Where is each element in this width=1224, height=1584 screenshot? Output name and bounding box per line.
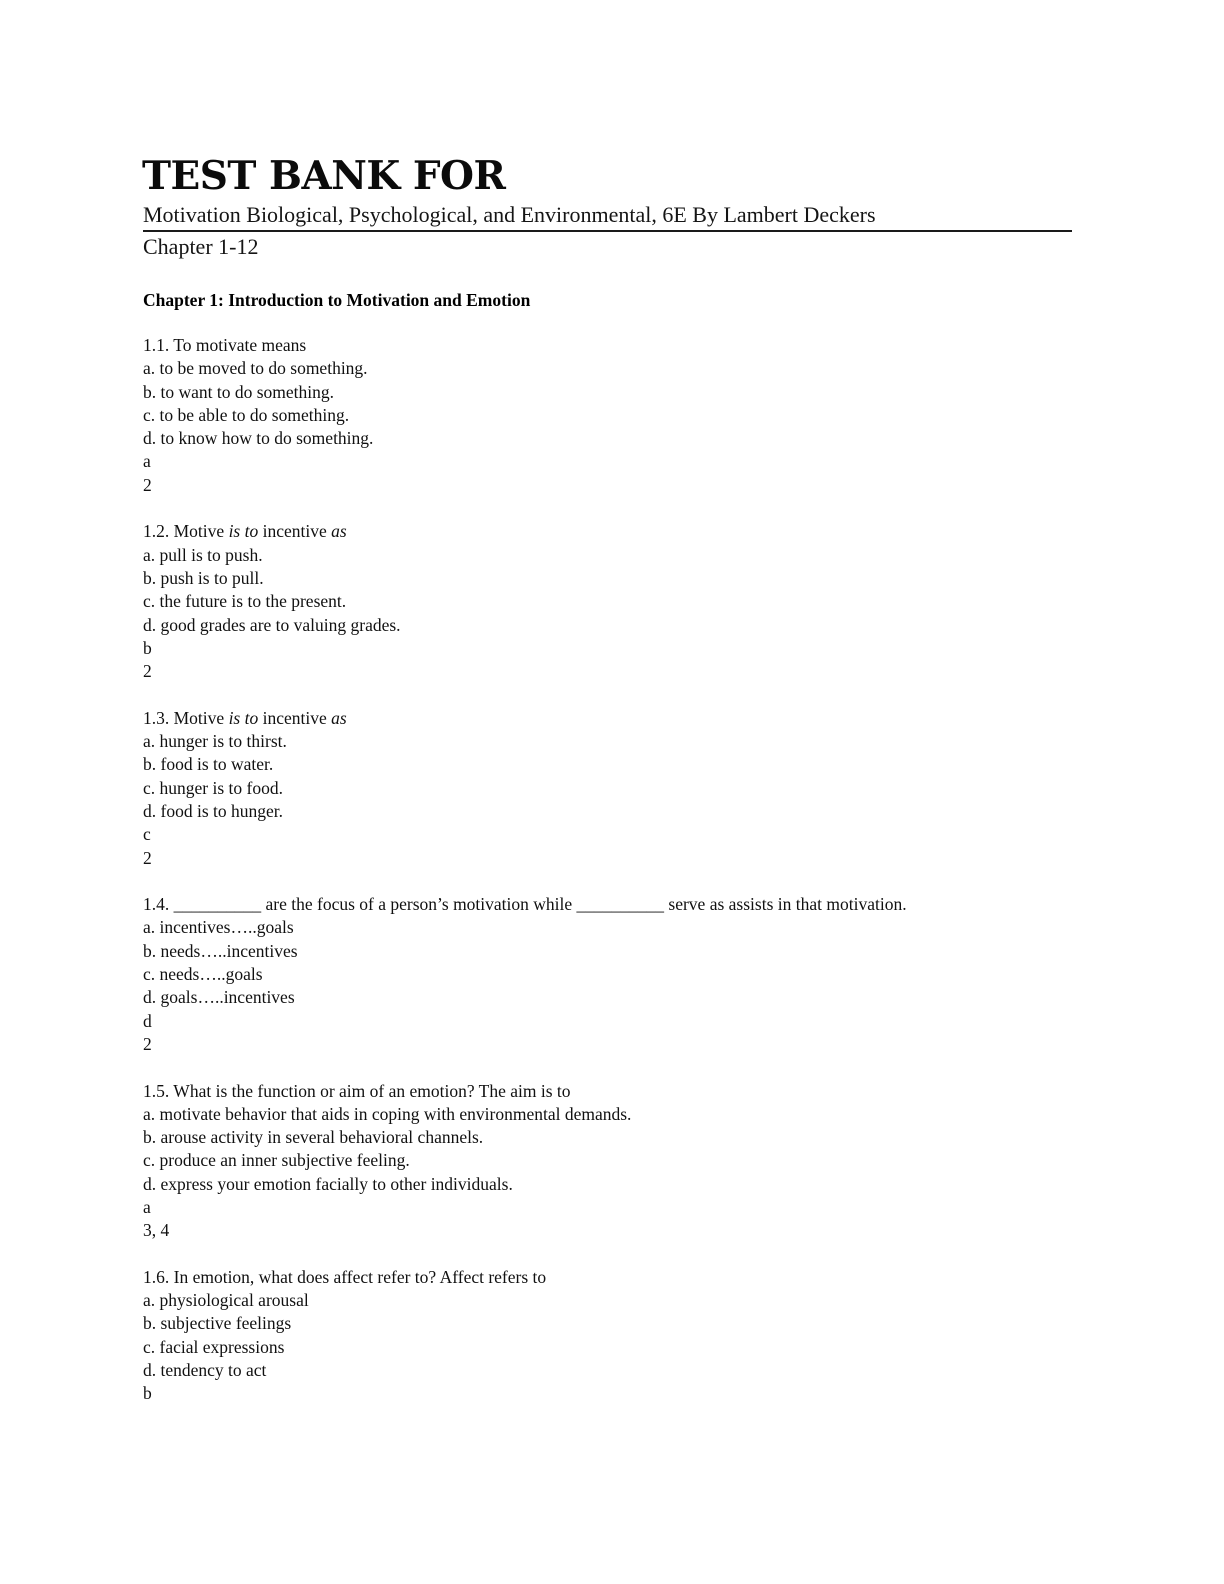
- question-stem: 1.5. What is the function or aim of an emotion? The aim is to: [143, 1080, 571, 1101]
- option-b: b. food is to water.: [143, 754, 274, 775]
- question-1-4: [143, 893, 1143, 1056]
- option-d: d. to know how to do something.: [143, 428, 374, 449]
- answer-key: a: [143, 451, 151, 472]
- option-a: a. physiological arousal: [143, 1290, 309, 1311]
- option-c: c. needs…..goals: [143, 964, 263, 985]
- book-title: Motivation Biological, Psychological, and Environmental, 6E By Lambert Deckers: [143, 200, 1072, 232]
- question-1-1: [143, 334, 1143, 497]
- option-b: b. arouse activity in several behavioral channels.: [143, 1127, 484, 1148]
- option-c: c. hunger is to food.: [143, 777, 283, 798]
- option-d: d. tendency to act: [143, 1360, 267, 1381]
- question-1-2: [143, 520, 1143, 683]
- page-reference: 2: [143, 1033, 152, 1054]
- option-a: a. to be moved to do something.: [143, 358, 368, 379]
- question-list: [143, 334, 1143, 1429]
- option-b: b. push is to pull.: [143, 567, 264, 588]
- chapter-range: Chapter 1-12: [143, 234, 259, 259]
- answer-key: a: [143, 1196, 151, 1217]
- question-stem: 1.2. Motive is to incentive as: [143, 521, 347, 542]
- page-reference: 2: [143, 661, 152, 682]
- answer-key: d: [143, 1010, 152, 1031]
- banner-title: TEST BANK FOR: [142, 153, 506, 199]
- question-1-5: [143, 1080, 1143, 1243]
- option-d: d. express your emotion facially to other individuals.: [143, 1173, 513, 1194]
- option-a: a. motivate behavior that aids in coping with environmental demands.: [143, 1103, 632, 1124]
- question-stem: 1.6. In emotion, what does affect refer to? Affect refers to: [143, 1266, 547, 1287]
- option-c: c. facial expressions: [143, 1336, 285, 1357]
- option-d: d. good grades are to valuing grades.: [143, 614, 401, 635]
- option-c: c. produce an inner subjective feeling.: [143, 1150, 410, 1171]
- page-reference: 2: [143, 474, 152, 495]
- option-b: b. to want to do something.: [143, 381, 335, 402]
- question-stem: 1.1. To motivate means: [143, 335, 307, 355]
- option-a: a. hunger is to thirst.: [143, 731, 287, 752]
- option-b: b. needs…..incentives: [143, 940, 298, 961]
- page-reference: 3, 4: [143, 1220, 170, 1241]
- question-stem: 1.3. Motive is to incentive as: [143, 707, 347, 728]
- chapter-heading: Chapter 1: Introduction to Motivation and Emotion: [143, 290, 531, 310]
- answer-key: b: [143, 637, 152, 658]
- option-d: d. food is to hunger.: [143, 800, 283, 821]
- question-stem: 1.4. __________ are the focus of a person’s motivation while __________ serve as assists in that motivation.: [143, 894, 907, 915]
- option-d: d. goals…..incentives: [143, 987, 295, 1008]
- option-c: c. the future is to the present.: [143, 591, 347, 612]
- question-1-6: [143, 1266, 1143, 1406]
- answer-key: c: [143, 824, 151, 845]
- option-a: a. incentives…..goals: [143, 917, 294, 938]
- question-1-3: [143, 707, 1143, 870]
- option-c: c. to be able to do something.: [143, 404, 350, 425]
- option-b: b. subjective feelings: [143, 1313, 292, 1334]
- page-reference: 2: [143, 847, 152, 868]
- option-a: a. pull is to push.: [143, 544, 263, 565]
- answer-key: b: [143, 1383, 152, 1404]
